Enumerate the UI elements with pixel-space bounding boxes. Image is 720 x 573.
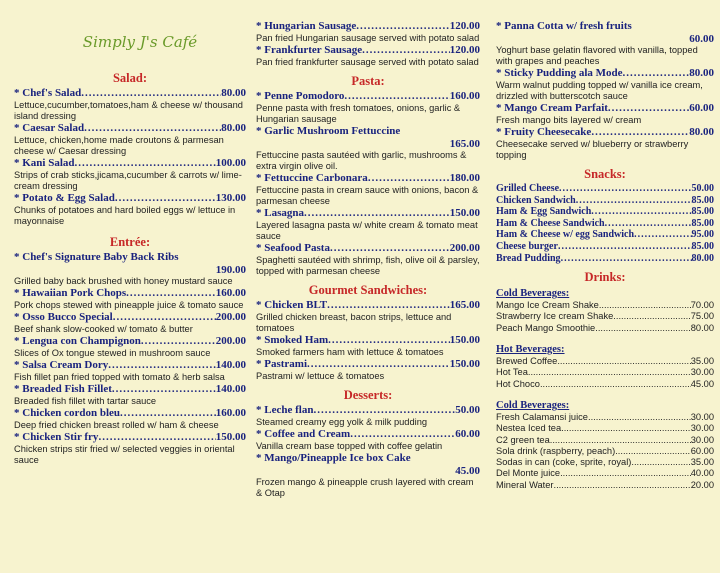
menu-item-price: 165.00 bbox=[449, 299, 480, 311]
menu-item-description: Smoked farmers ham with lettuce & tomatoes bbox=[256, 347, 444, 357]
dot-leader bbox=[615, 446, 691, 457]
dot-leader bbox=[591, 126, 689, 139]
menu-item-price: 130.00 bbox=[215, 192, 246, 204]
section-title-entree: Entrée: bbox=[109, 235, 151, 249]
menu-item-title bbox=[496, 126, 714, 139]
menu-item-price: 200.00 bbox=[449, 242, 480, 254]
dot-leader bbox=[115, 192, 216, 205]
beverage-price: 80.00 bbox=[690, 322, 714, 333]
menu-item-price: 200.00 bbox=[215, 311, 246, 323]
dot-leader bbox=[313, 404, 455, 417]
beverage-price: 40.00 bbox=[690, 468, 714, 479]
beverage-row bbox=[496, 423, 714, 434]
menu-item-title bbox=[14, 287, 246, 300]
menu-item-name: Grilled Cheese bbox=[496, 183, 560, 194]
dot-leader bbox=[327, 299, 450, 312]
dot-leader bbox=[112, 383, 216, 396]
dot-leader bbox=[599, 300, 691, 311]
menu-item-price: 80.00 bbox=[689, 67, 714, 79]
menu-item-title bbox=[14, 407, 246, 420]
menu-item-name: * Smoked Ham bbox=[256, 334, 329, 346]
menu-item-title bbox=[14, 122, 246, 135]
beverage-row bbox=[496, 468, 714, 479]
menu-item-description: Grilled baby back brushed with honey mustard sauce bbox=[14, 276, 233, 286]
menu-item-name: * Panna Cotta w/ fresh fruits bbox=[496, 20, 632, 32]
menu-item-price: 180.00 bbox=[449, 172, 480, 184]
menu-item-title bbox=[256, 428, 480, 441]
menu-item-name: * Garlic Mushroom Fettuccine bbox=[256, 125, 401, 137]
menu-item bbox=[496, 241, 714, 253]
beverage-name: Hot Choco bbox=[496, 378, 540, 389]
menu-item-price: 190.00 bbox=[215, 264, 246, 276]
dessert-list-continued bbox=[496, 20, 714, 161]
menu-item-price: 160.00 bbox=[215, 287, 246, 299]
menu-item-name: * Penne Pomodoro bbox=[256, 90, 345, 102]
cold-beverages-2-heading: Cold Beverages: bbox=[496, 399, 570, 411]
dot-leader bbox=[528, 367, 691, 378]
menu-item-title bbox=[496, 218, 714, 230]
menu-item-title bbox=[496, 102, 714, 115]
menu-item-title bbox=[496, 195, 714, 207]
section-title-salad: Salad: bbox=[112, 71, 148, 85]
menu-item-title bbox=[256, 44, 480, 57]
menu-item-title bbox=[14, 87, 246, 100]
menu-item-price: 140.00 bbox=[215, 383, 246, 395]
menu-item-price: 50.00 bbox=[691, 183, 714, 194]
menu-item-name: Bread Pudding bbox=[496, 252, 561, 264]
menu-item-title bbox=[256, 125, 480, 138]
menu-item-title bbox=[256, 207, 480, 220]
menu-item bbox=[14, 192, 246, 227]
menu-item-price: 95.00 bbox=[691, 229, 714, 241]
menu-item-description: Yoghurt base gelatin flavored with vanilla, topped with grapes and peaches bbox=[496, 45, 698, 66]
dot-leader bbox=[623, 67, 690, 80]
menu-item-description: Pork chops stewed with pineapple juice & tomato sauce bbox=[14, 300, 244, 310]
dessert-list bbox=[256, 404, 480, 499]
beverage-row bbox=[496, 480, 714, 491]
menu-item bbox=[14, 383, 246, 407]
menu-item bbox=[256, 452, 480, 499]
dot-leader bbox=[588, 412, 691, 423]
menu-item-name: Cheese burger bbox=[496, 240, 558, 252]
menu-item-name: * Mango/Pineapple Ice box Cake bbox=[256, 452, 411, 464]
dot-leader bbox=[120, 407, 216, 420]
section-title-snacks: Snacks: bbox=[584, 167, 626, 181]
menu-item-price: 150.00 bbox=[215, 431, 246, 443]
menu-item-name: * Coffee and Cream bbox=[256, 428, 351, 440]
menu-item-title bbox=[14, 431, 246, 444]
menu-item bbox=[14, 287, 246, 311]
menu-item bbox=[496, 183, 714, 195]
beverage-name: Peach Mango Smoothie bbox=[496, 322, 596, 333]
menu-item-name: * Potato & Egg Salad bbox=[14, 192, 115, 204]
beverage-name: Nestea Iced tea bbox=[496, 423, 562, 434]
dot-leader bbox=[356, 20, 450, 33]
dot-leader bbox=[328, 334, 450, 347]
menu-item-name: * Chicken BLT bbox=[256, 299, 328, 311]
menu-item-description: Chicken strips stir fried w/ selected veggies in oriental sauce bbox=[14, 444, 235, 465]
menu-item bbox=[256, 428, 480, 452]
menu-item-name: * Chicken Stir fry bbox=[14, 431, 99, 443]
menu-item-title bbox=[14, 192, 246, 205]
menu-item-description: Vanilla cream base topped with coffee gelatin bbox=[256, 441, 443, 451]
menu-item-title bbox=[496, 206, 714, 218]
dot-leader bbox=[113, 311, 216, 324]
menu-item-price: 85.00 bbox=[691, 217, 714, 229]
menu-item-name: * Hawaiian Pork Chops bbox=[14, 287, 127, 299]
menu-item-price: 160.00 bbox=[449, 90, 480, 102]
dot-leader bbox=[307, 358, 450, 371]
menu-item bbox=[256, 44, 480, 68]
dot-leader bbox=[75, 157, 216, 170]
menu-item-price: 60.00 bbox=[689, 102, 714, 114]
beverage-price: 30.00 bbox=[690, 423, 714, 434]
beverage-price: 20.00 bbox=[690, 479, 714, 490]
menu-item-title bbox=[256, 20, 480, 33]
menu-item-name: Chicken Sandwich bbox=[496, 194, 576, 206]
beverage-row bbox=[496, 379, 714, 390]
cold-beverages-heading: Cold Beverages: bbox=[496, 288, 570, 300]
menu-item-title bbox=[256, 90, 480, 103]
menu-item-price: 150.00 bbox=[449, 207, 480, 219]
menu-item-name: * Salsa Cream Dory bbox=[14, 359, 109, 371]
beverage-price: 60.00 bbox=[690, 445, 714, 456]
salad-list bbox=[14, 87, 246, 227]
dot-leader bbox=[304, 207, 450, 220]
menu-item-price: 85.00 bbox=[691, 240, 714, 252]
menu-item bbox=[256, 334, 480, 358]
menu-item-title bbox=[14, 311, 246, 324]
section-title-desserts: Desserts: bbox=[343, 388, 393, 402]
entree-list-continued bbox=[256, 20, 480, 68]
menu-item-name: * Pastrami bbox=[256, 358, 308, 370]
menu-item-price: 150.00 bbox=[449, 358, 480, 370]
menu-item-name: * Chef's Signature Baby Back Ribs bbox=[14, 251, 179, 263]
menu-item bbox=[496, 67, 714, 102]
dot-leader bbox=[368, 172, 450, 185]
menu-item-price: 60.00 bbox=[689, 33, 714, 45]
dot-leader bbox=[576, 195, 692, 207]
menu-item bbox=[14, 407, 246, 431]
menu-item-title bbox=[256, 452, 480, 465]
dot-leader bbox=[613, 311, 690, 322]
menu-item-price: 100.00 bbox=[215, 157, 246, 169]
menu-item-name: Ham & Cheese Sandwich bbox=[496, 217, 605, 229]
menu-item-name: Ham & Cheese w/ egg Sandwich bbox=[496, 229, 635, 241]
menu-item bbox=[14, 157, 246, 192]
beverage-row bbox=[496, 412, 714, 423]
beverage-name: Fresh Calamansi juice bbox=[496, 411, 588, 422]
menu-column-left bbox=[14, 0, 246, 466]
menu-item-price: 80.00 bbox=[689, 126, 714, 138]
beverage-name: Del Monte juice bbox=[496, 468, 561, 479]
menu-item bbox=[256, 20, 480, 44]
menu-item bbox=[496, 195, 714, 207]
dot-leader bbox=[560, 468, 691, 479]
cold-beverages-list bbox=[496, 300, 714, 334]
menu-item bbox=[256, 299, 480, 334]
dot-leader bbox=[108, 359, 216, 372]
menu-item-description: Slices of Ox tongue stewed in mushroom sauce bbox=[14, 348, 211, 358]
menu-item-name: * Caesar Salad bbox=[14, 122, 85, 134]
beverage-row bbox=[496, 311, 714, 322]
menu-item bbox=[256, 207, 480, 242]
beverage-row bbox=[496, 457, 714, 468]
menu-item-description: Chunks of potatoes and hard boiled eggs w/ lettuce in mayonnaise bbox=[14, 205, 236, 226]
dot-leader bbox=[591, 206, 691, 218]
menu-item-description: Cheesecake served w/ blueberry or strawberry topping bbox=[496, 139, 689, 160]
menu-item bbox=[256, 125, 480, 172]
menu-item bbox=[256, 404, 480, 428]
menu-item bbox=[496, 20, 714, 67]
menu-item-title bbox=[256, 172, 480, 185]
menu-column-right bbox=[496, 0, 714, 491]
dot-leader bbox=[608, 102, 689, 115]
dot-leader bbox=[631, 457, 690, 468]
menu-item-name: * Chef's Salad bbox=[14, 87, 82, 99]
dot-leader bbox=[557, 356, 690, 367]
dot-leader bbox=[540, 379, 691, 390]
beverage-row bbox=[496, 356, 714, 367]
menu-item-description: Grilled chicken breast, bacon strips, lettuce and tomatoes bbox=[256, 312, 452, 333]
beverage-row bbox=[496, 300, 714, 311]
menu-item-name: * Breaded Fish Fillet bbox=[14, 383, 112, 395]
menu-item bbox=[14, 122, 246, 157]
menu-item bbox=[496, 229, 714, 241]
dot-leader bbox=[554, 480, 691, 491]
menu-item-title bbox=[14, 383, 246, 396]
menu-item-name: * Hungarian Sausage bbox=[256, 20, 357, 32]
menu-item-name: * Fettuccine Carbonara bbox=[256, 172, 368, 184]
menu-item-title bbox=[496, 229, 714, 241]
menu-item-title bbox=[496, 67, 714, 80]
dot-leader bbox=[98, 431, 215, 444]
menu-item-name: * Osso Bucco Special bbox=[14, 311, 113, 323]
cafe-brand-title: Simply J's Café bbox=[82, 33, 198, 51]
dot-leader bbox=[362, 44, 450, 57]
menu-item-name: * Lasagna bbox=[256, 207, 304, 219]
menu-item-price: 120.00 bbox=[449, 44, 480, 56]
menu-item-name: * Frankfurter Sausage bbox=[256, 44, 363, 56]
menu-item bbox=[256, 358, 480, 382]
beverage-name: Hot Tea bbox=[496, 367, 528, 378]
menu-item bbox=[14, 311, 246, 335]
menu-item bbox=[256, 172, 480, 207]
beverage-row bbox=[496, 435, 714, 446]
dot-leader bbox=[561, 253, 692, 265]
menu-item-description: Pan fried frankfurter sausage served with potato salad bbox=[256, 57, 479, 67]
menu-item-description: Deep fried chicken breast rolled w/ ham & cheese bbox=[14, 420, 219, 430]
section-title-sandwiches: Gourmet Sandwiches: bbox=[308, 283, 428, 297]
menu-item-description: Fettuccine pasta in cream sauce with onions, bacon & parmesan cheese bbox=[256, 185, 479, 206]
menu-item-title bbox=[256, 299, 480, 312]
menu-item bbox=[496, 206, 714, 218]
menu-item-title bbox=[14, 157, 246, 170]
menu-item bbox=[14, 431, 246, 466]
menu-item-title bbox=[496, 241, 714, 253]
menu-item-price: 50.00 bbox=[455, 404, 480, 416]
menu-item-title bbox=[14, 335, 246, 348]
cold-beverages-2-list bbox=[496, 412, 714, 491]
beverage-price: 30.00 bbox=[690, 434, 714, 445]
beverage-name: C2 green tea bbox=[496, 434, 550, 445]
section-title-drinks: Drinks: bbox=[584, 270, 626, 285]
menu-item bbox=[496, 126, 714, 161]
beverage-name: Mango Ice Cream Shake bbox=[496, 300, 599, 311]
menu-item-name: Ham & Egg Sandwich bbox=[496, 206, 592, 218]
menu-item-name: * Kani Salad bbox=[14, 157, 75, 169]
menu-item-price: 165.00 bbox=[449, 138, 480, 150]
beverage-price: 30.00 bbox=[690, 411, 714, 422]
menu-item-description: Pastrami w/ lettuce & tomatoes bbox=[256, 371, 385, 381]
dot-leader bbox=[84, 122, 221, 135]
menu-item-description: Fish fillet pan fried topped with tomato & herb salsa bbox=[14, 372, 225, 382]
dot-leader bbox=[605, 218, 692, 230]
dot-leader bbox=[330, 242, 450, 255]
beverage-price: 75.00 bbox=[690, 311, 714, 322]
menu-item-price: 120.00 bbox=[449, 20, 480, 32]
menu-item-price: 45.00 bbox=[455, 465, 480, 477]
menu-item-description: Penne pasta with fresh tomatoes, onions, garlic & Hungarian sausage bbox=[256, 103, 461, 124]
beverage-price: 35.00 bbox=[690, 356, 714, 367]
menu-item-price: 150.00 bbox=[449, 334, 480, 346]
menu-item-description: Spaghetti sautéed with shrimp, fish, olive oil & parsley, topped with parmesan cheese bbox=[256, 255, 480, 276]
hot-beverages-list bbox=[496, 356, 714, 390]
beverage-row bbox=[496, 367, 714, 378]
menu-item-description: Lettuce,cucumber,tomatoes,ham & cheese w/ thousand island dressing bbox=[14, 100, 243, 121]
menu-item-title bbox=[496, 183, 714, 195]
menu-item-description: Lettuce, chicken,home made croutons & parmesan cheese w/ Caesar dressing bbox=[14, 135, 224, 156]
beverage-price: 45.00 bbox=[690, 378, 714, 389]
entree-list bbox=[14, 251, 246, 466]
dot-leader bbox=[81, 87, 221, 100]
dot-leader bbox=[558, 241, 692, 253]
beverage-name: Strawberry Ice cream Shake bbox=[496, 311, 614, 322]
menu-item bbox=[14, 251, 246, 287]
menu-item-price: 140.00 bbox=[215, 359, 246, 371]
menu-item bbox=[14, 359, 246, 383]
menu-item-price: 160.00 bbox=[215, 407, 246, 419]
menu-item bbox=[14, 87, 246, 122]
beverage-price: 70.00 bbox=[690, 300, 714, 311]
beverage-row bbox=[496, 446, 714, 457]
beverage-row bbox=[496, 323, 714, 334]
menu-item-description: Layered lasagna pasta w/ white cream & tomato meat sauce bbox=[256, 220, 478, 241]
dot-leader bbox=[595, 323, 691, 334]
menu-item-name: * Sticky Pudding ala Mode bbox=[496, 67, 623, 79]
menu-item-description: Beef shank slow-cooked w/ tomato & butter bbox=[14, 324, 193, 334]
pasta-list bbox=[256, 90, 480, 277]
hot-beverages-heading: Hot Beverages: bbox=[496, 344, 565, 356]
menu-item-description: Steamed creamy egg yolk & milk pudding bbox=[256, 417, 428, 427]
menu-item-name: * Lengua con Champignon bbox=[14, 335, 141, 347]
dot-leader bbox=[634, 229, 691, 241]
menu-item bbox=[496, 102, 714, 126]
menu-item bbox=[496, 218, 714, 230]
dot-leader bbox=[350, 428, 455, 441]
menu-item-description: Fettuccine pasta sautéed with garlic, mushrooms & extra virgin olive oil. bbox=[256, 150, 467, 171]
menu-item-title bbox=[256, 242, 480, 255]
menu-item-name: * Leche flan bbox=[256, 404, 314, 416]
menu-item-description: Fresh mango bits layered w/ cream bbox=[496, 115, 642, 125]
menu-item-name: * Seafood Pasta bbox=[256, 242, 330, 254]
snack-list bbox=[496, 183, 714, 264]
menu-item-price: 200.00 bbox=[215, 335, 246, 347]
beverage-name: Brewed Coffee bbox=[496, 356, 558, 367]
menu-item-title bbox=[14, 359, 246, 372]
menu-column-middle bbox=[256, 0, 480, 499]
menu-item-description: Pan fried Hungarian sausage served with potato salad bbox=[256, 33, 480, 43]
menu-item-description: Warm walnut pudding topped w/ vanilla ice cream, drizzled with butterscotch sauce bbox=[496, 80, 703, 101]
dot-leader bbox=[559, 183, 691, 195]
beverage-price: 30.00 bbox=[690, 367, 714, 378]
section-title-pasta: Pasta: bbox=[351, 74, 385, 88]
menu-item-title bbox=[496, 253, 714, 265]
dot-leader bbox=[561, 423, 691, 434]
beverage-price: 35.00 bbox=[690, 457, 714, 468]
menu-item-title bbox=[496, 20, 714, 33]
menu-item-description: Breaded fish fillet with tartar sauce bbox=[14, 396, 157, 406]
menu-item-title bbox=[256, 358, 480, 371]
menu-item-title bbox=[256, 334, 480, 347]
menu-item bbox=[496, 253, 714, 265]
sandwich-list bbox=[256, 299, 480, 382]
menu-item-price: 80.00 bbox=[221, 122, 246, 134]
menu-item-title bbox=[14, 251, 246, 264]
menu-item-price: 80.00 bbox=[691, 252, 714, 264]
beverage-name: Sodas in can (coke, sprite, royal) bbox=[496, 457, 632, 468]
dot-leader bbox=[126, 287, 216, 300]
dot-leader bbox=[344, 90, 449, 103]
menu-item bbox=[256, 90, 480, 125]
beverage-name: Sola drink (raspberry, peach) bbox=[496, 445, 616, 456]
menu-item-price: 85.00 bbox=[691, 206, 714, 218]
menu-item-price: 60.00 bbox=[455, 428, 480, 440]
menu-item-name: * Mango Cream Parfait bbox=[496, 102, 608, 114]
menu-item bbox=[14, 335, 246, 359]
dot-leader bbox=[550, 435, 691, 446]
menu-item-description: Frozen mango & pineapple crush layered with cream & Otap bbox=[256, 477, 474, 498]
menu-item-title bbox=[256, 404, 480, 417]
menu-item bbox=[256, 242, 480, 277]
menu-item-description: Strips of crab sticks,jicama,cucumber & carrots w/ lime-cream dressing bbox=[14, 170, 242, 191]
menu-item-name: * Chicken cordon bleu bbox=[14, 407, 121, 419]
menu-item-name: * Fruity Cheesecake bbox=[496, 126, 592, 138]
beverage-name: Mineral Water bbox=[496, 479, 554, 490]
menu-item-price: 80.00 bbox=[221, 87, 246, 99]
dot-leader bbox=[141, 335, 216, 348]
menu-item-price: 85.00 bbox=[691, 194, 714, 206]
